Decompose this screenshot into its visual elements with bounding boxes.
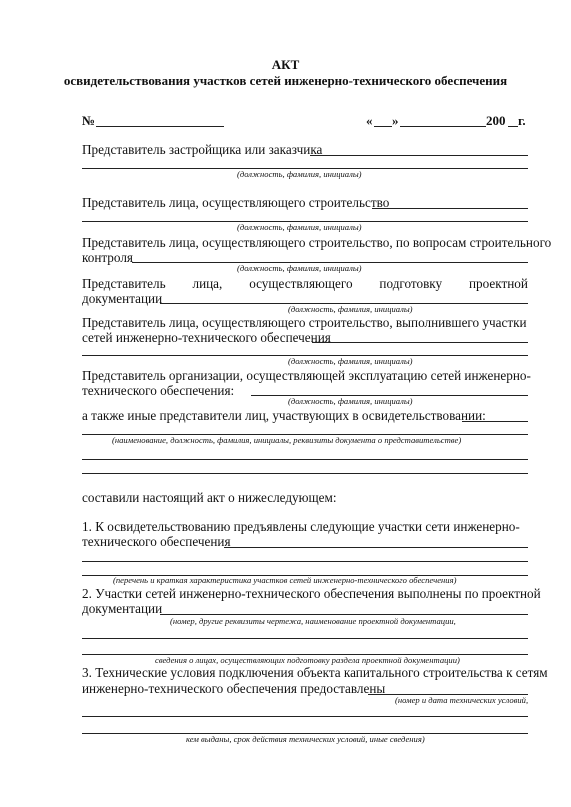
intro-text: составили настоящий акт о нижеследующем: <box>82 490 337 505</box>
design-rep-word: проектной <box>468 276 528 291</box>
performer-rep-line[interactable] <box>312 342 528 343</box>
design-rep-word: лица, <box>192 276 223 291</box>
p2-text-1: 2. Участки сетей инженерно-технического обеспечения выполнены по проектной <box>82 586 541 601</box>
year-blank-line[interactable] <box>508 126 518 127</box>
number-sign: № <box>82 113 96 128</box>
builder-rep-caption: (должность, фамилия, инициалы) <box>237 222 362 232</box>
others-label: а также иные представители лиц, участвующих в освидетельствовании: <box>82 408 486 423</box>
others-line-3[interactable] <box>82 459 528 460</box>
year-suffix: г. <box>518 113 526 128</box>
p1-line-2[interactable] <box>82 561 528 562</box>
developer-rep-label: Представитель застройщика или заказчика <box>82 142 323 157</box>
day-quote-close: » <box>392 113 399 128</box>
operator-rep-label-2: технического обеспечения: <box>82 383 235 398</box>
p1-text-1: 1. К освидетельствованию предъявлены следующие участки сети инженерно- <box>82 519 520 534</box>
performer-rep-label-1: Представитель лица, осуществляющего строительство, выполнившего участки <box>82 315 527 330</box>
performer-rep-caption: (должность, фамилия, инициалы) <box>288 356 413 366</box>
p3-text-1: 3. Технические условия подключения объекта капитального строительства к сетям <box>82 665 548 680</box>
control-rep-label-2: контроля <box>82 250 133 265</box>
design-rep-word: подготовку <box>379 276 443 291</box>
design-rep-label-2: документации <box>82 291 163 306</box>
p1-line[interactable] <box>224 547 528 548</box>
month-blank-line[interactable] <box>400 126 486 127</box>
others-caption: (наименование, должность, фамилия, инициалы, реквизиты документа о представительстве) <box>112 435 462 445</box>
builder-rep-line[interactable] <box>372 208 528 209</box>
document-title: АКТ <box>271 57 300 72</box>
p1-text-2: технического обеспечения <box>82 534 231 549</box>
operator-rep-label-1: Представитель организации, осуществляющей эксплуатацию сетей инженерно- <box>82 368 531 383</box>
year-prefix: 200 <box>486 113 506 128</box>
p3-caption: (номер и дата технических условий, <box>395 695 529 705</box>
design-rep-label-1 <box>82 276 528 291</box>
document-subtitle: освидетельствования участков сетей инженерно-технического обеспечения <box>63 73 508 88</box>
p2-line[interactable] <box>160 614 528 615</box>
p2-line-2[interactable] <box>82 638 528 639</box>
design-rep-word: осуществляющего <box>249 276 353 291</box>
developer-rep-line[interactable] <box>310 155 528 156</box>
operator-rep-caption: (должность, фамилия, инициалы) <box>288 396 413 406</box>
day-blank-line[interactable] <box>374 126 392 127</box>
p2-caption-2: сведения о лицах, осуществляющих подготовку раздела проектной документации) <box>155 655 460 665</box>
day-quote-open: « <box>366 113 373 128</box>
p3-line-2[interactable] <box>82 716 528 717</box>
control-rep-label-1: Представитель лица, осуществляющего строительство, по вопросам строительного <box>82 235 552 250</box>
p3-text-2: инженерно-технического обеспечения предоставлены <box>82 681 386 696</box>
others-line-4[interactable] <box>82 473 528 474</box>
design-rep-caption: (должность, фамилия, инициалы) <box>288 304 413 314</box>
number-blank-line[interactable] <box>96 126 224 127</box>
control-rep-caption: (должность, фамилия, инициалы) <box>237 263 362 273</box>
p1-caption: (перечень и краткая характеристика участков сетей инженерно-технического обеспечения) <box>113 575 457 585</box>
others-line[interactable] <box>462 421 528 422</box>
p3-caption-2: кем выданы, срок действия технических условий, иные сведения) <box>186 734 425 744</box>
p2-text-2: документации <box>82 601 163 616</box>
performer-rep-label-2: сетей инженерно-технического обеспечения <box>82 330 331 345</box>
developer-rep-caption: (должность, фамилия, инициалы) <box>237 169 362 179</box>
builder-rep-label: Представитель лица, осуществляющего строительство <box>82 195 390 210</box>
design-rep-word: Представитель <box>82 276 166 291</box>
p2-caption: (номер, другие реквизиты чертежа, наименование проектной документации, <box>170 616 456 626</box>
